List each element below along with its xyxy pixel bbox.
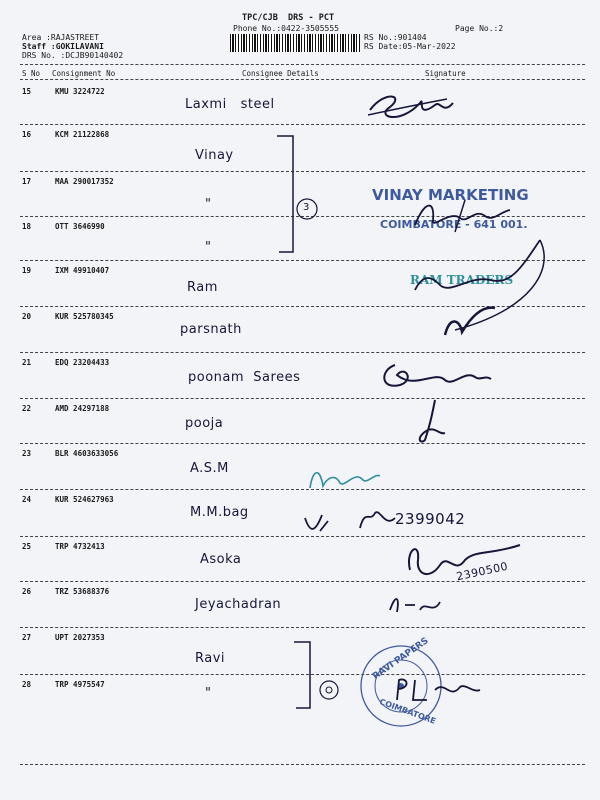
- row-consignee: Jeyachadran: [195, 597, 282, 612]
- row-consignee: Asoka: [200, 552, 242, 567]
- row-sno: 22: [22, 404, 32, 413]
- row-consignee: Ram: [187, 280, 218, 295]
- group-bracket-16-18: [255, 130, 315, 260]
- row-divider: [20, 764, 585, 765]
- row-consignment-no: KUR 524627963: [55, 495, 114, 504]
- col-sno: S No: [22, 69, 41, 78]
- row-consignee: pooja: [185, 416, 224, 431]
- row-consignment-no: OTT 3646990: [55, 222, 105, 231]
- rs-date: RS Date:05-Mar-2022: [364, 42, 456, 51]
- row-consignee: ": [205, 240, 212, 255]
- row-consignment-no: TRP 4975547: [55, 680, 105, 689]
- stamp-ravi-name: RAVI PAPERS: [371, 636, 431, 682]
- row-sno: 18: [22, 222, 32, 231]
- row-sno: 16: [22, 130, 32, 139]
- row-sno: 19: [22, 266, 32, 275]
- row-consignment-no: AMD 24297188: [55, 404, 110, 413]
- signature-row-27-28: [385, 675, 485, 705]
- signature-row-22: [410, 395, 450, 450]
- row-consignment-no: IXM 49910407: [55, 266, 110, 275]
- group-count-label: 3: [303, 202, 310, 213]
- stamp-vinay-city: COIMBATORE - 641 001.: [380, 218, 528, 231]
- signature-row-23: [305, 458, 385, 498]
- row-sno: 26: [22, 587, 32, 596]
- row-divider: [20, 443, 585, 444]
- row-consignment-no: MAA 290017352: [55, 177, 114, 186]
- row-consignee: ": [205, 197, 212, 212]
- row-sno: 28: [22, 680, 32, 689]
- row-consignment-no: UPT 2027353: [55, 633, 105, 642]
- row-sno: 21: [22, 358, 32, 367]
- row-divider: [20, 352, 585, 353]
- row-consignment-no: BLR 4603633056: [55, 449, 119, 458]
- row-consignee: parsnath: [180, 322, 242, 337]
- row-divider: [20, 627, 585, 628]
- row-sno: 23: [22, 449, 32, 458]
- page-number: Page No.:2: [455, 24, 504, 33]
- barcode: [230, 34, 360, 52]
- col-consignee: Consignee Details: [242, 69, 319, 78]
- row-sno: 20: [22, 312, 32, 321]
- row-consignment-no: TRZ 53688376: [55, 587, 110, 596]
- row-consignee: M.M.bag: [190, 505, 249, 520]
- row-sno: 17: [22, 177, 32, 186]
- header-divider: [20, 64, 585, 65]
- row-consignee: Laxmi steel: [185, 97, 275, 112]
- row-sno: 15: [22, 87, 32, 96]
- row-consignment-no: TRP 4732413: [55, 542, 105, 551]
- group-mark-circle: [318, 679, 342, 703]
- rs-number: RS No.:901404: [364, 33, 427, 42]
- row-consignment-no: KMU 3224722: [55, 87, 105, 96]
- row-sno: 27: [22, 633, 32, 642]
- signature-row-26: [385, 590, 445, 620]
- row-sno: 24: [22, 495, 32, 504]
- col-signature: Signature: [425, 69, 466, 78]
- area-field: Area :RAJASTREET: [22, 33, 100, 42]
- drs-number: DRS No. :DCJB90140402: [22, 51, 124, 60]
- row-divider: [20, 489, 585, 490]
- document-title: TPC/CJB DRS - PCT: [242, 13, 335, 23]
- row-consignee: Ravi: [195, 651, 226, 666]
- signature-number-25: 2390500: [455, 559, 510, 584]
- stamp-ram-traders: RAM TRADERS: [410, 273, 514, 287]
- stamp-ravi-city: COIMBATORE: [378, 697, 437, 726]
- row-consignee: ": [205, 686, 212, 701]
- row-sno: 25: [22, 542, 32, 551]
- group-bracket-27-28: [290, 638, 330, 718]
- signature-row-20: [440, 300, 500, 345]
- row-consignment-no: KUR 525780345: [55, 312, 114, 321]
- row-consignee: poonam Sarees: [188, 370, 301, 385]
- row-divider: [20, 124, 585, 125]
- staff-field: Staff :GOKILAVANI: [22, 42, 104, 51]
- row-consignment-no: EDQ 23204433: [55, 358, 110, 367]
- row-consignee: A.S.M: [190, 461, 229, 476]
- columns-divider: [20, 79, 585, 80]
- phone-number: Phone No.:0422-3505555: [233, 24, 339, 33]
- row-divider: [20, 398, 585, 399]
- col-consignment: Consignment No: [52, 69, 116, 78]
- stamp-vinay-name: VINAY MARKETING: [372, 186, 529, 204]
- signature-row-21: [375, 355, 495, 395]
- signature-number-24: 2399042: [395, 510, 466, 528]
- signature-row-15: [365, 85, 455, 130]
- row-consignee: Vinay: [195, 148, 234, 163]
- row-consignment-no: KCM 21122868: [55, 130, 110, 139]
